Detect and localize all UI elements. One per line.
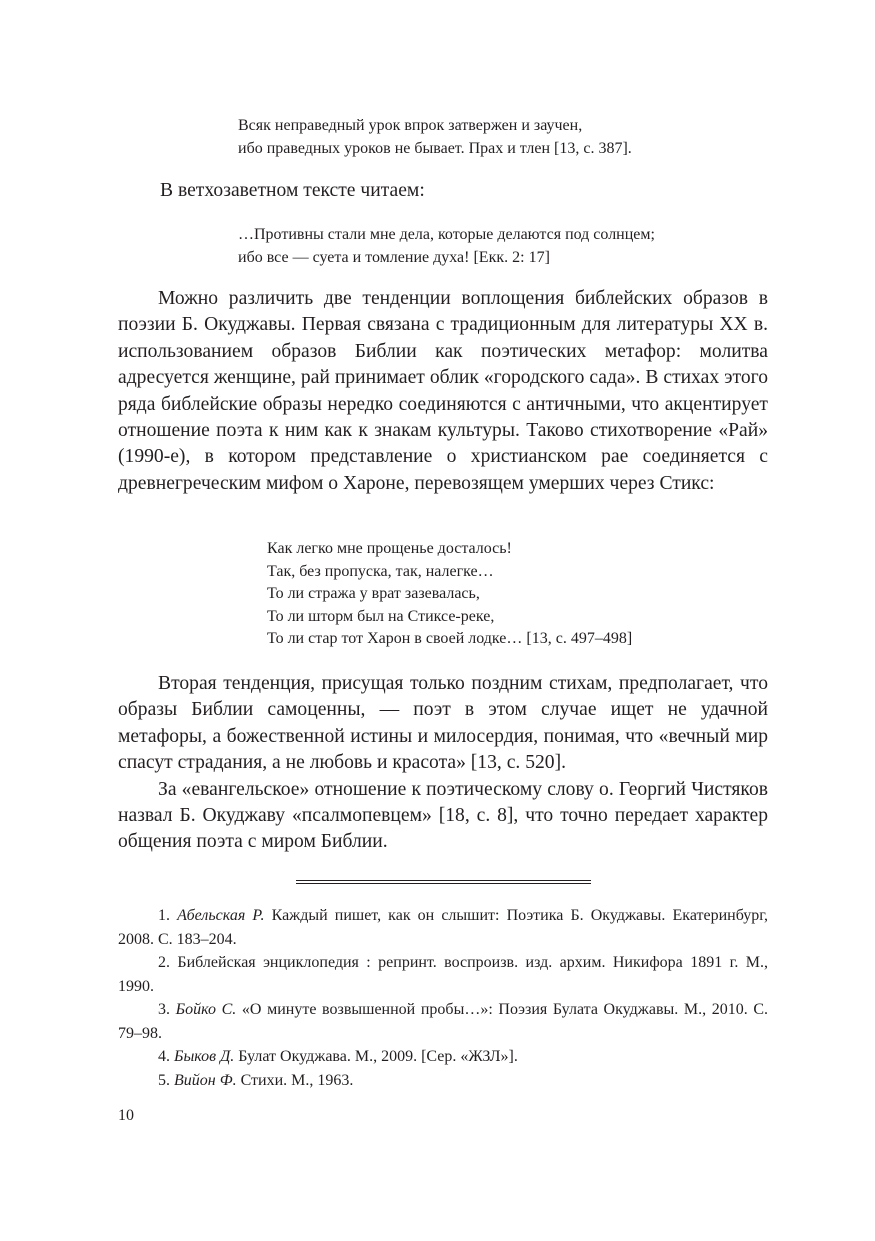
quote-line: ибо праведных уроков не бывает. Прах и тлен [13, с. 387]. bbox=[238, 139, 632, 157]
paragraph-3: За «евангельское» отношение к поэтическому слову о. Георгий Чистяков назвал Б. Окуджаву «псалмопевцем» [18, с. 8], что точно передает характер общения поэта с миром Библии. bbox=[118, 778, 768, 853]
quote-line: Всяк неправедный урок впрок затвержен и заучен, bbox=[238, 117, 583, 134]
poem-quote bbox=[267, 538, 632, 651]
lead-in-text: В ветхозаветном тексте читаем: bbox=[160, 180, 425, 201]
epigraph-quote bbox=[238, 115, 632, 160]
paragraphs-2-3 bbox=[118, 671, 768, 856]
reference-author: Вийон Ф. bbox=[174, 1071, 237, 1089]
poem-line: Как легко мне прощенье досталось! bbox=[267, 540, 512, 557]
reference-author: Бойко С. bbox=[175, 1001, 237, 1018]
reference-item: 1. Абельская Р. Каждый пишет, как он слышит: Поэтика Б. Окуджавы. Екатеринбург, 2008. С. 183–204. bbox=[118, 907, 769, 948]
reference-author: Абельская Р. bbox=[177, 907, 265, 924]
reference-author: Быков Д. bbox=[174, 1048, 235, 1065]
divider-line-top bbox=[296, 880, 591, 881]
divider-line-bottom bbox=[296, 883, 591, 884]
reference-item: 5. Вийон Ф. Стихи. М., 1963. bbox=[158, 1071, 354, 1089]
references-list bbox=[118, 904, 768, 1092]
page-number: 10 bbox=[118, 1107, 134, 1124]
paragraph-1 bbox=[118, 286, 768, 497]
ecclesiastes-quote bbox=[238, 224, 655, 269]
reference-item: 4. Быков Д. Булат Окуджава. М., 2009. [Сер. «ЖЗЛ»]. bbox=[158, 1048, 518, 1065]
reference-item: 3. Бойко С. «О минуте возвышенной пробы…»: Поэзия Булата Окуджавы. М., 2010. С. 79–98. bbox=[118, 1001, 769, 1042]
paragraph-text: Можно различить две тенденции воплощения библейских образов в поэзии Б. Окуджавы. Первая связана с традиционным для литературы XX в. использованием образов Библии как поэтических метафор: молитва адресуется женщине, рай принимает облик «городского сада». В стихах этого ряда библейские образы нередко соединяются с античными, что акцентирует отношение поэта к ним как к знакам культуры. Таково стихотворение «Рай» (1990-е), в котором представление о христианском рае соединяется с древнегреческим мифом о Хароне, перевозящем умерших через Стикс: bbox=[118, 288, 768, 494]
reference-item: 2. Библейская энциклопедия : репринт. воспроизв. изд. архим. Никифора 1891 г. М., 1990. bbox=[118, 954, 769, 995]
paragraph-2: Вторая тенденция, присущая только поздним стихам, предполагает, что образы Библии самоценны, — поэт в этом случае ищет не удачной метафоры, а божественной истины и милосердия, понимая, что «вечный мир спасут страдания, а не любовь и красота» [13, с. 520]. bbox=[118, 673, 768, 774]
quote-line: …Противны стали мне дела, которые делаются под солнцем; bbox=[238, 226, 655, 243]
quote-line: ибо все — суета и томление духа! [Екк. 2: 17] bbox=[238, 248, 550, 266]
poem-line: Так, без пропуска, так, налегке… bbox=[267, 562, 494, 580]
poem-line: То ли шторм был на Стиксе-реке, bbox=[267, 607, 495, 625]
poem-line: То ли стража у врат зазевалась, bbox=[267, 585, 480, 602]
poem-line: То ли стар тот Харон в своей лодке… [13, с. 497–498] bbox=[267, 630, 633, 647]
